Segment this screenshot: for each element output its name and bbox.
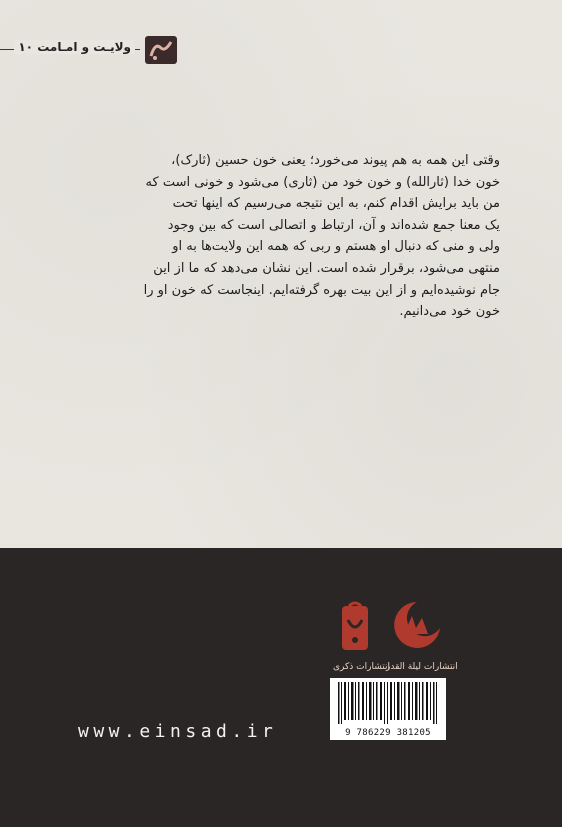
publisher-name-laylat: انتشارات لیلة القدر — [386, 662, 458, 672]
back-cover-passage — [60, 150, 500, 323]
back-cover-dark-panel — [0, 548, 562, 827]
zekra-logo — [340, 600, 370, 652]
series-title: ولایـت و امـامت ۱۰ — [14, 40, 135, 54]
publisher-website[interactable]: www.einsad.ir — [78, 721, 278, 742]
barcode-bars — [330, 678, 446, 728]
publisher-name-zekra: انتشارات ذکری — [333, 662, 390, 672]
isbn-digits: 9 786229 381205 — [345, 728, 431, 738]
laylat-al-qadr-logo — [390, 598, 444, 652]
publisher-mark-icon — [145, 36, 177, 64]
series-header — [0, 36, 183, 64]
isbn-barcode — [330, 678, 446, 740]
passage-text: وقتی این همه به هم پیوند می‌خورد؛ یعنی خون حسین (ثارک)، خون خدا (ثارالله) و خون خود من (ثاری) می‌شود و خونی است که من باید برایش اقدام کنم، به این نتیجه می‌رسیم که اینها تحت یک معنا جمع شده‌اند و آن، ارتباط و اتصالی است که بین وجود ولی و منی که دنبال او هستم و ربی که همه این ولایت‌ها به او منتهی می‌شود، برقرار شده است. این نشان می‌دهد که ما از این جام نوشیده‌ایم و از این بیت بهره گرفته‌ایم. اینجاست که خون او را خون خود می‌دانیم. — [143, 153, 500, 320]
